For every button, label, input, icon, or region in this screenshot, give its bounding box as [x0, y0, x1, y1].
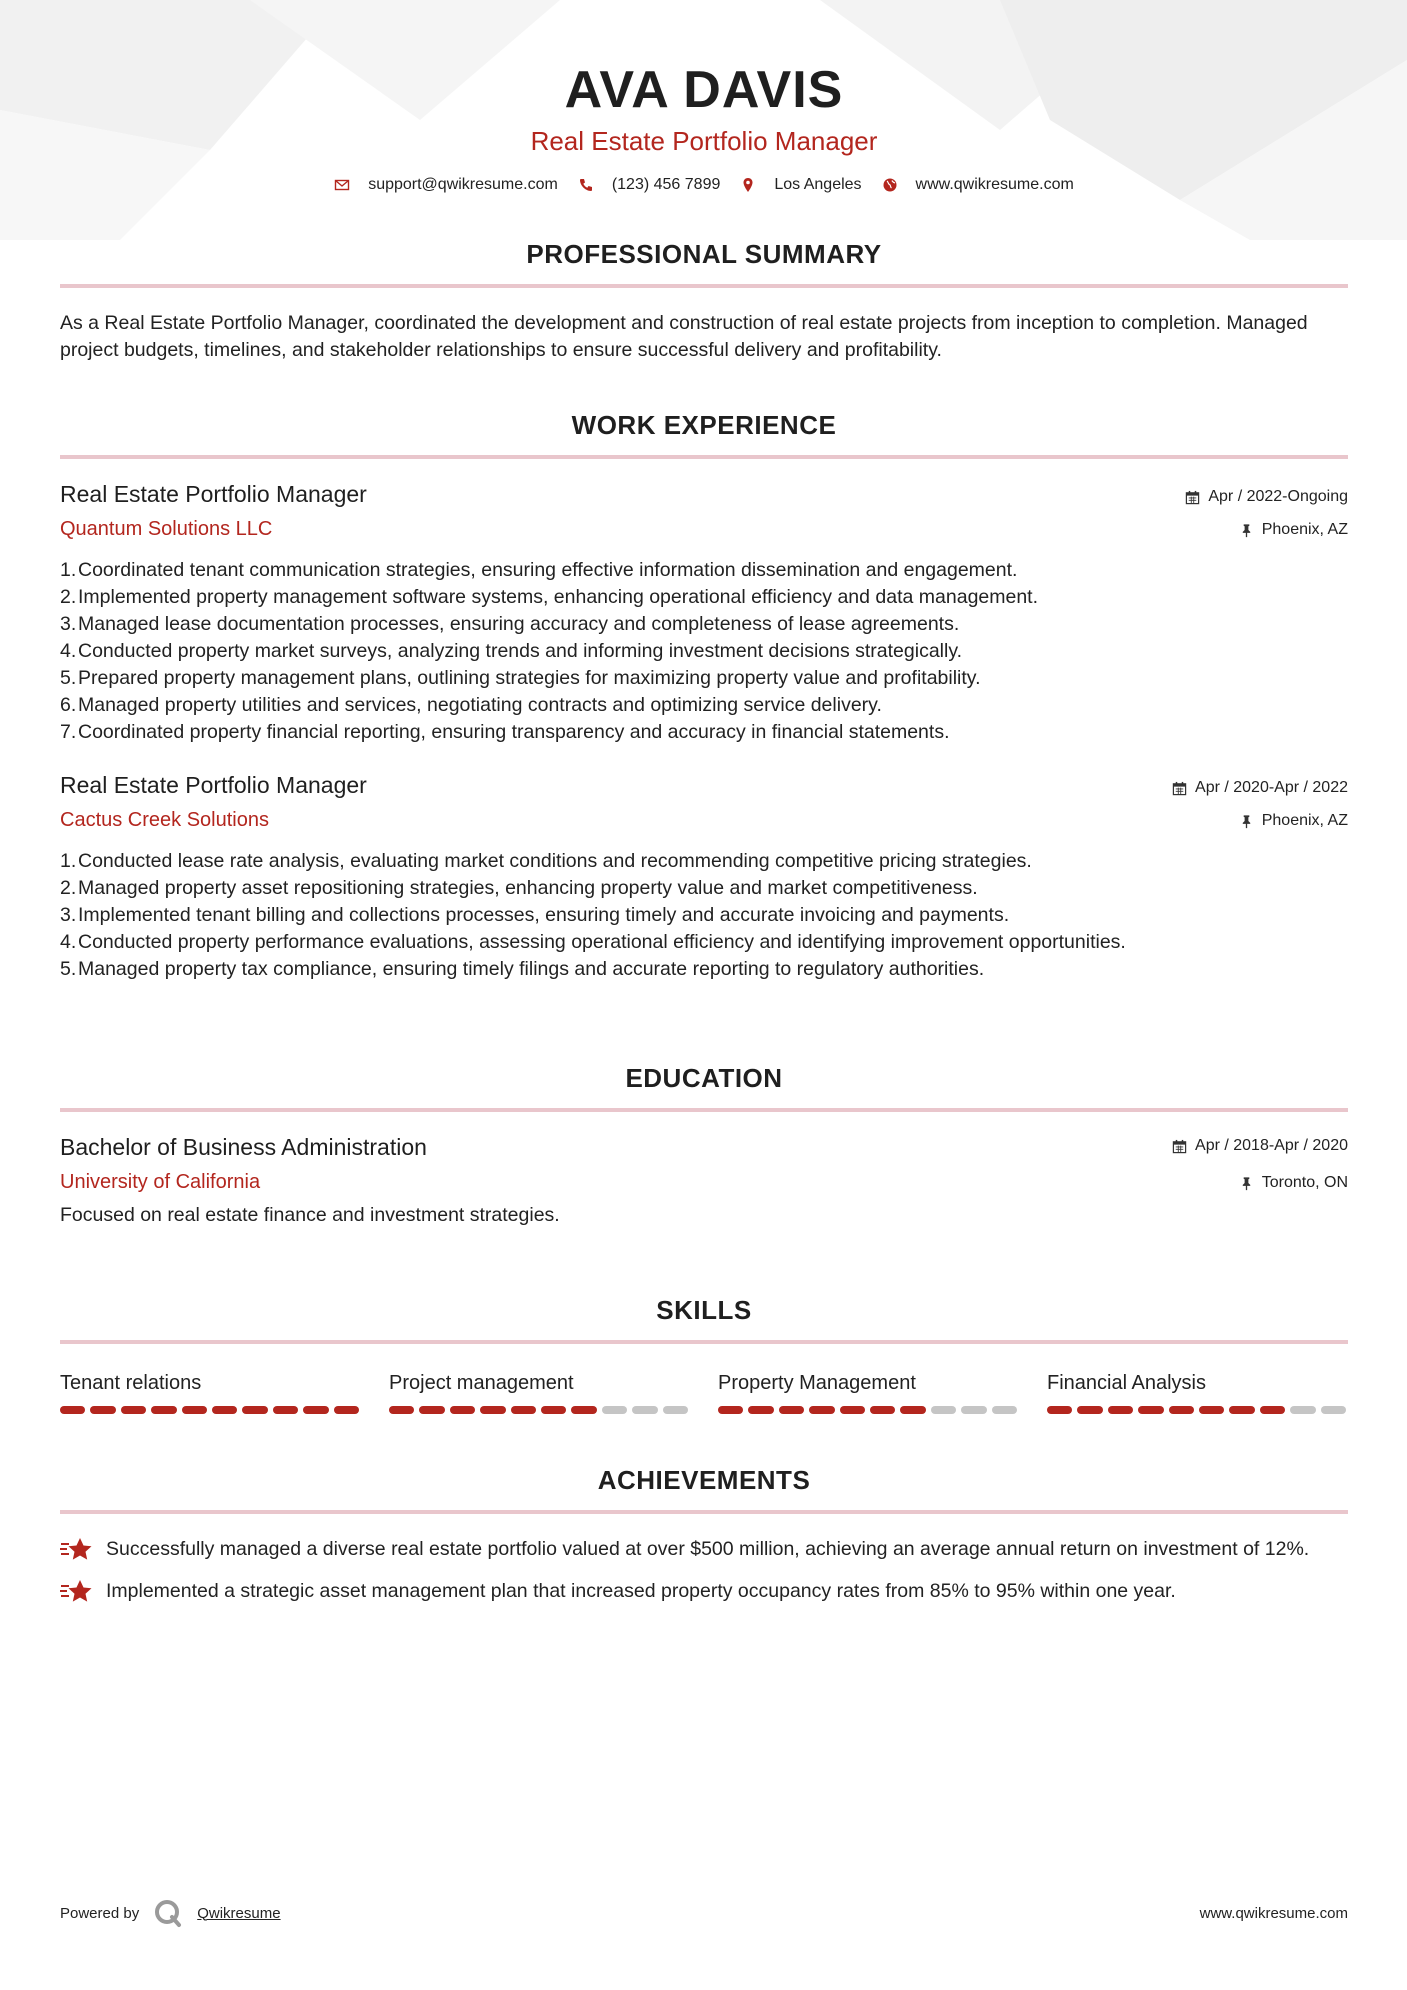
list-item: 1. Coordinated tenant communication strategies, ensuring effective information dissemination and engagement.	[60, 559, 1018, 581]
job-location: Phoenix, AZ	[1261, 521, 1348, 538]
list-item: 5. Prepared property management plans, outlining strategies for maximizing property value and profitability.	[60, 667, 981, 689]
skill-segment-filled	[1260, 1406, 1285, 1414]
job-bullets	[60, 557, 1348, 746]
skill-segment-empty	[931, 1406, 956, 1414]
list-item: 2. Implemented property management software systems, enhancing operational efficiency and data management.	[60, 586, 1039, 608]
skill-segment-filled	[334, 1406, 359, 1414]
contact-website[interactable]	[882, 176, 1074, 194]
skill-segment-filled	[212, 1406, 237, 1414]
job-company: Quantum Solutions LLC	[60, 518, 273, 540]
list-item: 3. Managed lease documentation processes, ensuring accuracy and completeness of lease agreements.	[60, 613, 960, 635]
skill-segment-filled	[571, 1406, 596, 1414]
star-award-icon	[60, 1536, 94, 1564]
candidate-title: Real Estate Portfolio Manager	[530, 126, 878, 156]
footer-website[interactable]: www.qwikresume.com	[1199, 1904, 1348, 1922]
skill-segment-filled	[779, 1406, 804, 1414]
list-item: 4. Conducted property market surveys, analyzing trends and informing investment decisions strategically.	[60, 640, 963, 662]
section-divider	[60, 1510, 1348, 1514]
skill-segment-filled	[748, 1406, 773, 1414]
experience-section	[60, 409, 1348, 983]
qwikresume-link[interactable]: Qwikresume	[197, 1904, 281, 1922]
skill-segment-filled	[1169, 1406, 1194, 1414]
list-item: 4. Conducted property performance evaluations, assessing operational efficiency and identifying improvement opportunities.	[60, 931, 1126, 953]
skill-segment-filled	[182, 1406, 207, 1414]
skill-segment-filled	[151, 1406, 176, 1414]
skill-name: Project management	[389, 1372, 574, 1394]
skill-segment-filled	[1229, 1406, 1254, 1414]
skill-rating-bar	[718, 1406, 1017, 1414]
skills-heading: SKILLS	[656, 1295, 752, 1325]
powered-by-label: Powered by	[60, 1904, 140, 1922]
summary-heading: PROFESSIONAL SUMMARY	[526, 239, 882, 269]
resume-page	[60, 0, 1348, 1990]
education-location: Toronto, ON	[1261, 1174, 1348, 1191]
skill-segment-empty	[992, 1406, 1017, 1414]
contact-phone[interactable]	[578, 176, 721, 194]
list-item: 5. Managed property tax compliance, ensuring timely filings and accurate reporting to regulatory authorities.	[60, 958, 985, 980]
skill-segment-filled	[121, 1406, 146, 1414]
job-bullets	[60, 848, 1348, 983]
skill-item	[389, 1370, 688, 1414]
contact-email-text: support@qwikresume.com	[368, 176, 558, 193]
skill-segment-empty	[1321, 1406, 1346, 1414]
skill-segment-filled	[242, 1406, 267, 1414]
job-role: Real Estate Portfolio Manager	[60, 481, 367, 507]
pushpin-icon	[1239, 523, 1254, 538]
pushpin-icon	[1239, 814, 1254, 829]
education-degree: Bachelor of Business Administration	[60, 1134, 427, 1160]
skill-segment-filled	[1138, 1406, 1163, 1414]
education-entry	[60, 1132, 1348, 1229]
experience-heading: WORK EXPERIENCE	[571, 410, 837, 440]
star-award-icon	[60, 1578, 94, 1606]
education-section	[60, 1062, 1348, 1229]
section-divider	[60, 1108, 1348, 1112]
calendar-icon	[1185, 490, 1200, 505]
skill-segment-empty	[663, 1406, 688, 1414]
job-entry	[60, 479, 1348, 746]
skill-segment-filled	[419, 1406, 444, 1414]
achievement-text: Successfully managed a diverse real estate portfolio valued at over $500 million, achieving an average annual return on investment of 12%.	[106, 1538, 1310, 1560]
job-dates: Apr / 2022-Ongoing	[1208, 488, 1348, 505]
summary-text: As a Real Estate Portfolio Manager, coordinated the development and construction of real estate projects from inception to completion. Managed project budgets, timelines, and stakeholder relationships to ensure successful delivery and profitability.	[60, 312, 1308, 361]
list-item: 3. Implemented tenant billing and collections processes, ensuring timely and accurate invoicing and payments.	[60, 904, 1010, 926]
job-role: Real Estate Portfolio Manager	[60, 772, 367, 798]
job-company: Cactus Creek Solutions	[60, 809, 269, 831]
skill-segment-empty	[961, 1406, 986, 1414]
section-divider	[60, 284, 1348, 288]
job-location: Phoenix, AZ	[1261, 812, 1348, 829]
list-item: 1. Conducted lease rate analysis, evaluating market conditions and recommending competitive pricing strategies.	[60, 850, 1032, 872]
skill-name: Financial Analysis	[1047, 1372, 1206, 1394]
pushpin-icon	[1239, 1176, 1254, 1191]
achievement-item	[60, 1536, 1348, 1564]
skill-segment-filled	[809, 1406, 834, 1414]
skill-segment-filled	[718, 1406, 743, 1414]
candidate-name: AVA DAVIS	[564, 61, 844, 119]
skill-item	[60, 1370, 359, 1414]
achievement-item	[60, 1578, 1348, 1606]
calendar-icon	[1172, 781, 1187, 796]
skill-name: Tenant relations	[60, 1372, 202, 1394]
skill-name: Property Management	[718, 1372, 916, 1394]
achievements-list	[60, 1536, 1348, 1606]
skill-rating-bar	[60, 1406, 359, 1414]
skill-segment-filled	[90, 1406, 115, 1414]
skill-segment-filled	[1047, 1406, 1072, 1414]
skill-segment-filled	[870, 1406, 895, 1414]
education-heading: EDUCATION	[625, 1063, 783, 1093]
skill-segment-filled	[900, 1406, 925, 1414]
achievements-heading: ACHIEVEMENTS	[597, 1465, 811, 1495]
skill-rating-bar	[389, 1406, 688, 1414]
contact-location-text: Los Angeles	[774, 176, 862, 193]
skill-segment-filled	[273, 1406, 298, 1414]
skill-segment-empty	[1290, 1406, 1315, 1414]
qwikresume-logo-icon	[153, 1898, 183, 1928]
skill-segment-filled	[1108, 1406, 1133, 1414]
skill-segment-empty	[632, 1406, 657, 1414]
skill-segment-filled	[840, 1406, 865, 1414]
skill-segment-filled	[1199, 1406, 1224, 1414]
skill-item	[718, 1370, 1017, 1414]
calendar-icon	[1172, 1139, 1187, 1154]
page-footer	[60, 1898, 1348, 1928]
achievement-text: Implemented a strategic asset management plan that increased property occupancy rates from 85% to 95% within one year.	[106, 1580, 1176, 1602]
skill-item	[1047, 1370, 1346, 1414]
skill-segment-filled	[511, 1406, 536, 1414]
skill-segment-empty	[602, 1406, 627, 1414]
job-dates: Apr / 2020-Apr / 2022	[1195, 779, 1348, 796]
achievements-section	[60, 1464, 1348, 1606]
skill-segment-filled	[303, 1406, 328, 1414]
map-pin-icon	[740, 177, 756, 193]
skill-rating-bar	[1047, 1406, 1346, 1414]
list-item: 7. Coordinated property financial reporting, ensuring transparency and accuracy in financial statements.	[60, 721, 950, 743]
globe-icon	[882, 177, 898, 193]
skill-segment-filled	[541, 1406, 566, 1414]
resume-header	[60, 0, 1348, 194]
summary-section	[60, 238, 1348, 364]
contact-email[interactable]	[334, 176, 558, 194]
skill-segment-filled	[1077, 1406, 1102, 1414]
education-description: Focused on real estate finance and investment strategies.	[60, 1204, 560, 1226]
skill-segment-filled	[450, 1406, 475, 1414]
contact-website-text: www.qwikresume.com	[915, 176, 1074, 193]
phone-icon	[578, 177, 594, 193]
skill-segment-filled	[480, 1406, 505, 1414]
list-item: 2. Managed property asset repositioning strategies, enhancing property value and market competitiveness.	[60, 877, 978, 899]
contact-location	[740, 176, 861, 194]
job-entry	[60, 770, 1348, 983]
education-school: University of California	[60, 1171, 261, 1193]
envelope-icon	[334, 177, 350, 193]
skills-section	[60, 1294, 1348, 1414]
section-divider	[60, 455, 1348, 459]
list-item: 6. Managed property utilities and services, negotiating contracts and optimizing service delivery.	[60, 694, 882, 716]
skill-segment-filled	[389, 1406, 414, 1414]
skill-segment-filled	[60, 1406, 85, 1414]
section-divider	[60, 1340, 1348, 1344]
contact-bar	[60, 176, 1348, 194]
education-dates: Apr / 2018-Apr / 2020	[1195, 1137, 1348, 1154]
contact-phone-text: (123) 456 7899	[611, 176, 721, 193]
skills-list	[60, 1370, 1348, 1414]
